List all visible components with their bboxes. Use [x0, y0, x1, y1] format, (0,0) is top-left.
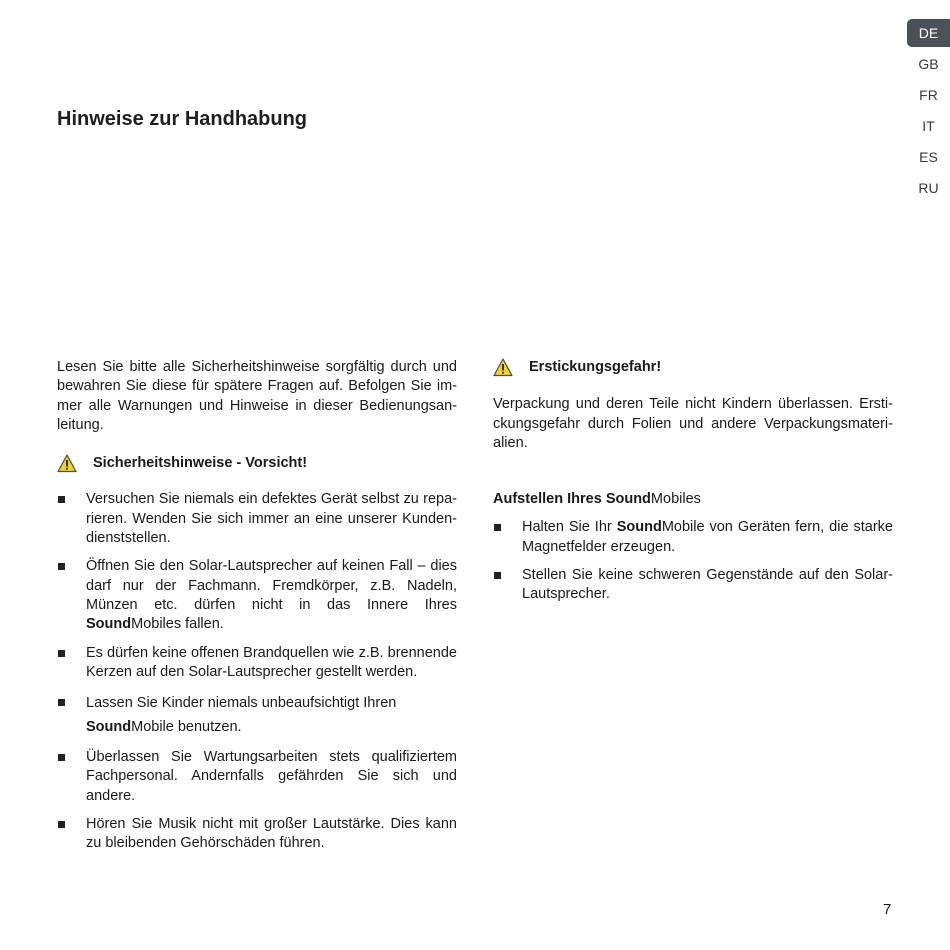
choking-warning-heading-text: Erstickungsgefahr!: [529, 359, 662, 375]
list-item: Überlassen Sie Wartungsarbeiten stets qualifiziertem Fachpersonal. Andernfalls gefährden Sie sich und andere.: [57, 748, 457, 806]
list-item: Lassen Sie Kinder niemals unbeaufsichtigt Ihren SoundMobile benutzen.: [57, 691, 457, 739]
list-item: Öffnen Sie den Solar-Lautsprecher auf keinen Fall – dies darf nur der Fachmann. Fremdkörper, z.B. Nadeln, Münzen etc. dürfen nicht in das Innere Ihres SoundMobiles fallen.: [57, 557, 457, 634]
list-item: Es dürfen keine offenen Brandquellen wie z.B. brennende Kerzen auf den Solar-Lautsprecher gestellt werden.: [57, 644, 457, 683]
lang-tab-de[interactable]: DE: [907, 19, 950, 47]
page-number: 7: [883, 901, 892, 918]
list-item: Versuchen Sie niemals ein defektes Gerät selbst zu reparieren. Wenden Sie sich immer an eine unserer Kundendienststellen.: [57, 490, 457, 548]
setup-heading: Aufstellen Ihres SoundMobiles: [493, 491, 701, 508]
setup-list: [493, 518, 893, 604]
bullet-square-icon: [58, 754, 65, 761]
safety-warning-heading-text: Sicherheitshinweise - Vorsicht!: [93, 455, 308, 472]
warning-icon: [57, 454, 77, 473]
bullet-square-icon: [58, 650, 65, 657]
safety-warning-heading: [57, 454, 457, 473]
list-item: Hören Sie Musik nicht mit großer Lautstärke. Dies kann zu bleibenden Gehörschäden führen.: [57, 815, 457, 854]
list-item: Halten Sie Ihr SoundMobile von Geräten fern, die starke Magnetfelder erzeugen.: [493, 518, 893, 557]
lang-tab-es[interactable]: ES: [919, 149, 938, 165]
safety-list: [57, 490, 457, 853]
brand-sound: Sound: [86, 719, 132, 736]
language-nav: [907, 19, 950, 205]
bullet-square-icon: [58, 699, 65, 706]
intro-paragraph: Lesen Sie bitte alle Sicherheitshinweise sorgfältig durch und bewahren Sie diese für spätere Fragen auf. Befolgen Sie immer alle Warnungen und Hinweise in dieser Bedienungsanleitung.: [57, 359, 457, 433]
bullet-square-icon: [494, 524, 501, 531]
bullet-square-icon: [58, 496, 65, 503]
warning-icon: [493, 358, 513, 377]
lang-tab-ru[interactable]: RU: [918, 180, 939, 196]
lang-tab-gb[interactable]: GB: [918, 56, 939, 72]
page-title: Hinweise zur Handhabung: [57, 108, 308, 130]
lang-tab-it[interactable]: IT: [922, 118, 935, 134]
bullet-square-icon: [58, 563, 65, 570]
brand-sound: Sound: [616, 519, 662, 536]
right-column: [493, 358, 893, 605]
choking-warning-paragraph: Verpackung und deren Teile nicht Kindern überlassen. Erstickungsgefahr durch Folien und andere Verpackungsmaterialien.: [493, 396, 893, 451]
bullet-square-icon: [494, 572, 501, 579]
lang-tab-fr[interactable]: FR: [919, 87, 938, 103]
list-item: Stellen Sie keine schweren Gegenstände auf den Solar-Lautsprecher.: [493, 566, 893, 605]
bullet-square-icon: [58, 821, 65, 828]
left-column: [57, 358, 457, 854]
brand-sound: Sound: [605, 491, 651, 508]
choking-warning-heading: [493, 358, 893, 377]
brand-sound: Sound: [86, 616, 132, 633]
